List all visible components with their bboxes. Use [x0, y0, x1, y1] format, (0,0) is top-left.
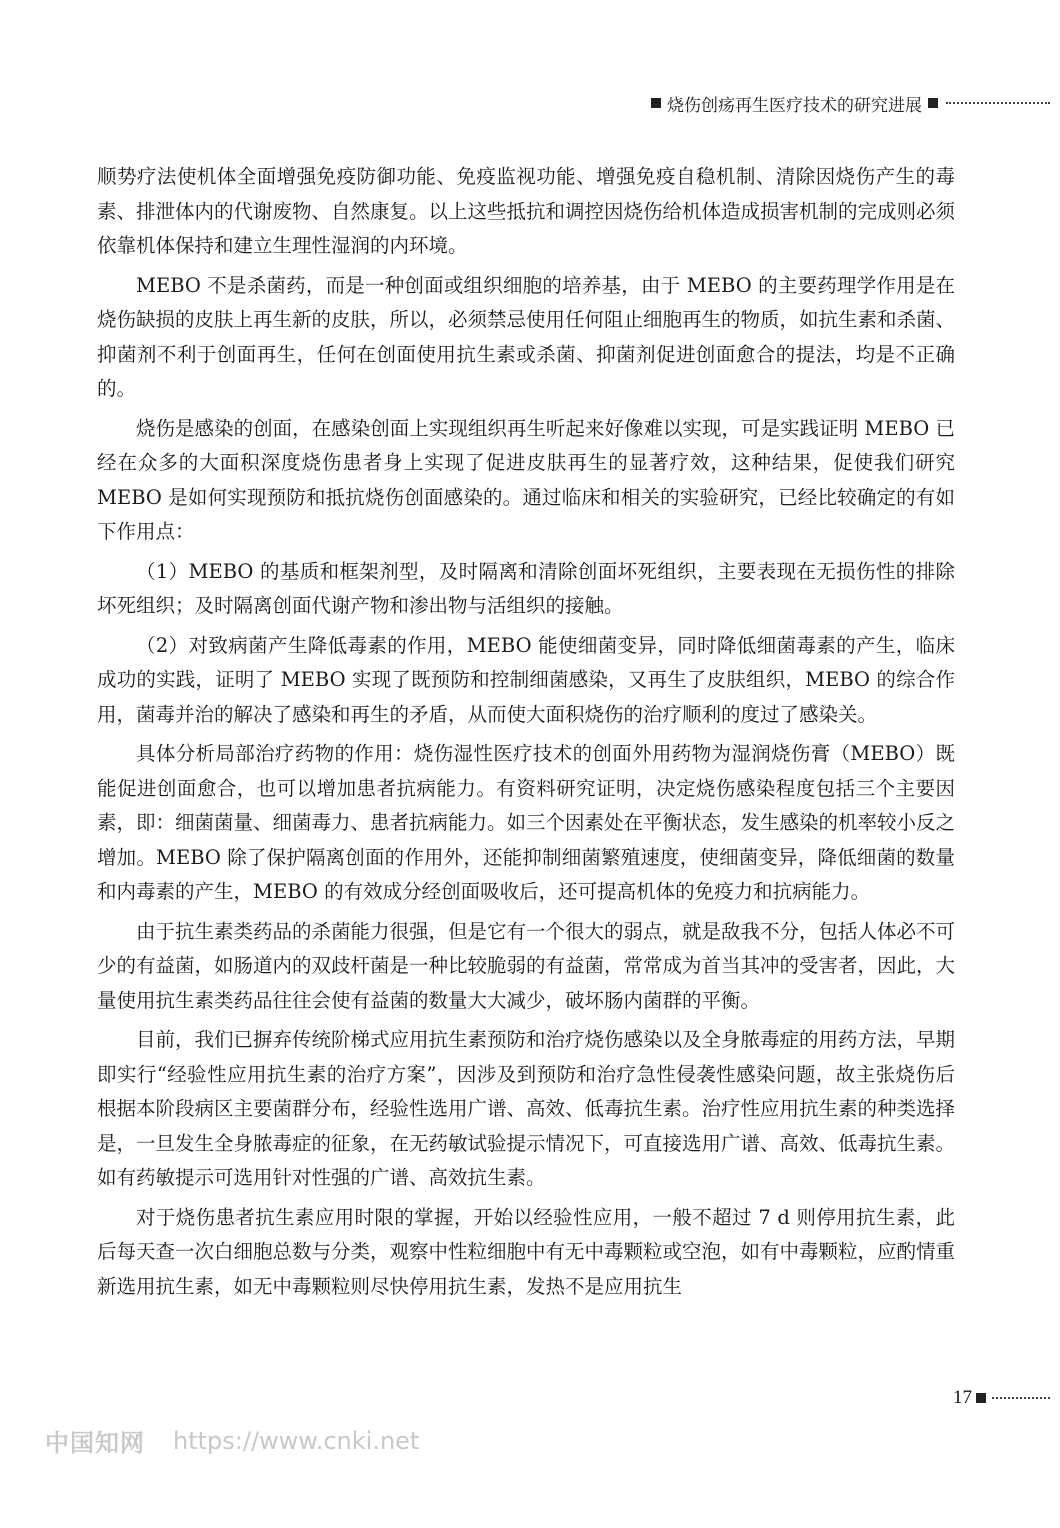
page-number: 17 [953, 1387, 972, 1408]
square-bullet-icon [651, 98, 661, 108]
square-bullet-icon [928, 98, 938, 108]
page-number-footer [953, 1387, 1050, 1409]
body-text [97, 160, 955, 1309]
paragraph: 由于抗生素类药品的杀菌能力很强，但是它有一个很大的弱点，就是敌我不分，包括人体必不可少的有益菌，如肠道内的双歧杆菌是一种比较脆弱的有益菌，常常成为首当其冲的受害者，因此，大量使用抗生素类药品往往会使有益菌的数量大大减少，破坏肠内菌群的平衡。 [97, 919, 956, 1012]
paragraph: （1）MEBO 的基质和框架剂型，及时隔离和清除创面坏死组织，主要表现在无损伤性的排除坏死组织；及时隔离创面代谢产物和渗出物与活组织的接触。 [97, 559, 955, 617]
square-bullet-icon [976, 1393, 986, 1403]
paragraph: 目前，我们已摒弃传统阶梯式应用抗生素预防和治疗烧伤感染以及全身脓毒症的用药方法，早期即实行“经验性应用抗生素的治疗方案”，因涉及到预防和治疗急性侵袭性感染问题，故主张烧伤后根据本阶段病区主要菌群分布，经验性选用广谱、高效、低毒抗生素。治疗性应用抗生素的种类选择是，一旦发生全身脓毒症的征象，在无药敏试验提示情况下，可直接选用广谱、高效、低毒抗生素。如有药敏提示可选用针对性强的广谱、高效抗生素。 [97, 1028, 956, 1189]
paragraph: 顺势疗法使机体全面增强免疫防御功能、免疫监视功能、增强免疫自稳机制、清除因烧伤产生的毒素、排泄体内的代谢废物、自然康复。以上这些抵抗和调控因烧伤给机体造成损害机制的完成则必须依靠机体保持和建立生理性湿润的内环境。 [97, 165, 956, 257]
running-header [645, 92, 1050, 114]
paragraph: 对于烧伤患者抗生素应用时限的掌握，开始以经验性应用，一般不超过 7 d 则停用抗生素，此后每天查一次白细胞总数与分类，观察中性粒细胞中有无中毒颗粒或空泡，如有中毒颗粒，应酌情重新选用抗生素，如无中毒颗粒则尽快停用抗生素，发热不是应用抗生 [97, 1205, 956, 1298]
dotted-leader [946, 102, 1050, 104]
dotted-leader [992, 1397, 1050, 1399]
paragraph: 具体分析局部治疗药物的作用：烧伤湿性医疗技术的创面外用药物为湿润烧伤膏（MEBO）既能促进创面愈合，也可以增加患者抗病能力。有资料研究证明，决定烧伤感染程度包括三个主要因素，即：细菌菌量、细菌毒力、患者抗病能力。如三个因素处在平衡状态，发生感染的机率较小反之增加。MEBO 除了保护隔离创面的作用外，还能抑制细菌繁殖速度，使细菌变异，降低细菌的数量和内毒素的产生，MEBO 的有效成分经创面吸收后，还可提高机体的免疫力和抗病能力。 [97, 742, 956, 903]
running-header-title: 烧伤创疡再生医疗技术的研究进展 [667, 95, 922, 116]
paragraph: （2）对致病菌产生降低毒素的作用，MEBO 能使细菌变异，同时降低细菌毒素的产生，临床成功的实践，证明了 MEBO 实现了既预防和控制细菌感染，又再生了皮肤组织，MEBO 的综合作用，菌毒并治的解决了感染和再生的矛盾，从而使大面积烧伤的治疗顺利的度过了感染关。 [97, 633, 955, 726]
watermark-brand: 中国知网 [45, 1429, 145, 1457]
watermark [45, 1423, 419, 1458]
paragraph: 烧伤是感染的创面，在感染创面上实现组织再生听起来好像难以实现，可是实践证明 MEBO 已经在众多的大面积深度烧伤患者身上实现了促进皮肤再生的显著疗效，这种结果，促使我们研究 MEBO 是如何实现预防和抵抗烧伤创面感染的。通过临床和相关的实验研究，已经比较确定的有如下作用点： [97, 416, 955, 543]
watermark-url: https://www.cnki.net [173, 1426, 420, 1455]
paragraph: MEBO 不是杀菌药，而是一种创面或组织细胞的培养基，由于 MEBO 的主要药理学作用是在烧伤缺损的皮肤上再生新的皮肤，所以，必须禁忌使用任何阻止细胞再生的物质，如抗生素和杀菌、抑菌剂不利于创面再生，任何在创面使用抗生素或杀菌、抑菌剂促进创面愈合的提法，均是不正确的。 [97, 273, 956, 400]
